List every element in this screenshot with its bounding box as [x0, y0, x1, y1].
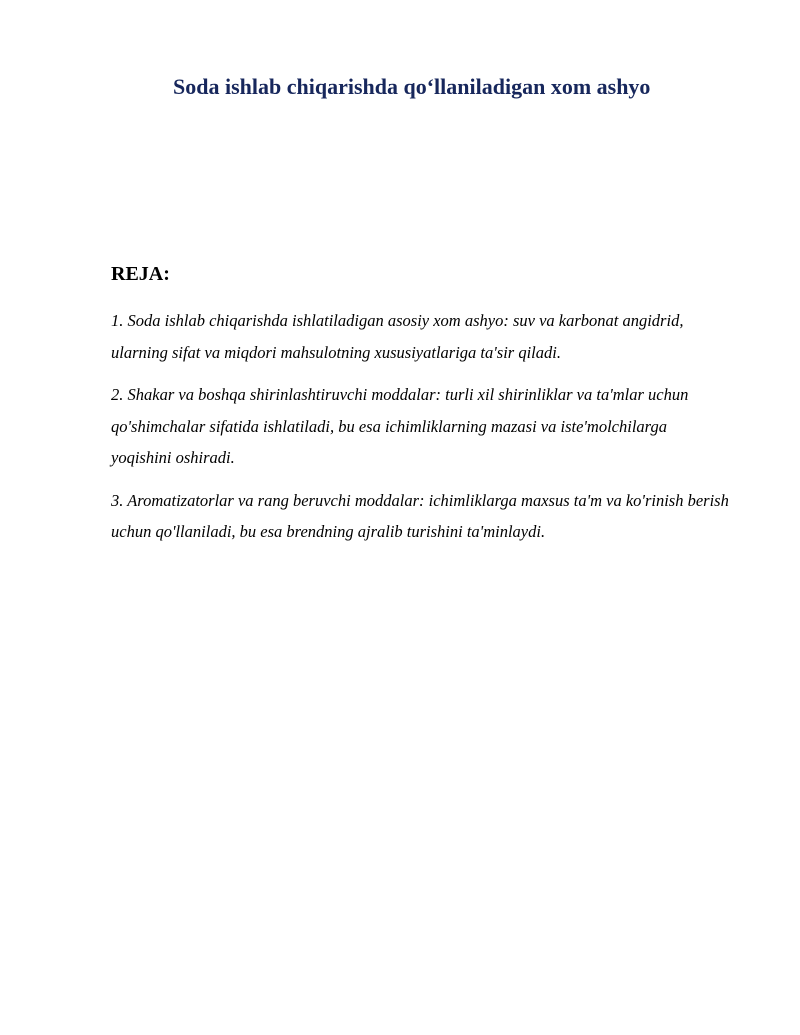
document-title: Soda ishlab chiqarishda qo‘llaniladigan xom ashyo	[173, 74, 651, 99]
plan-item-1: 1. Soda ishlab chiqarishda ishlatiladigan asosiy xom ashyo: suv va karbonat angidrid, ularning sifat va miqdori mahsulotning xususiyatlariga ta'sir qiladi.	[111, 311, 684, 362]
plan-item-3: 3. Aromatizatorlar va rang beruvchi moddalar: ichimliklarga maxsus ta'm va ko'rinish berish uchun qo'llaniladi, bu esa brendning ajralib turishini ta'minlaydi.	[111, 490, 729, 541]
plan-item-2: 2. Shakar va boshqa shirinlashtiruvchi moddalar: turli xil shirinliklar va ta'mlar uchun qo'shimchalar sifatida ishlatiladi, bu esa ichimliklarning mazasi va iste'molchilarga yoqishini oshiradi.	[111, 385, 689, 467]
plan-heading: REJA:	[111, 263, 170, 285]
plan-list	[111, 305, 731, 559]
